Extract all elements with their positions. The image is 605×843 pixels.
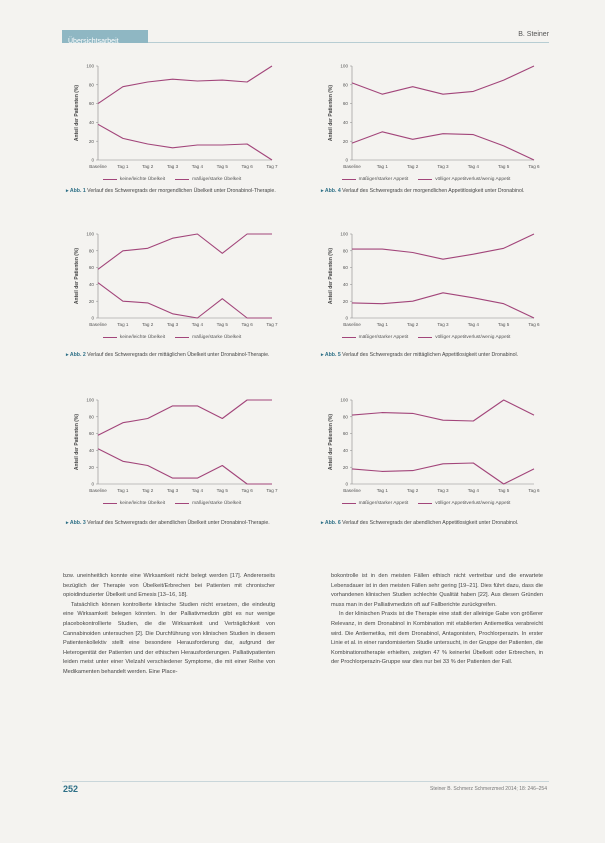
legend-item [103, 335, 165, 340]
y-tick-label: 100 [86, 231, 94, 237]
legend-item [418, 501, 510, 506]
legend-label: mäßiger/starker Appetit [358, 177, 409, 182]
y-tick-label: 40 [88, 120, 94, 125]
caption-text: Verlauf des Schweregrads der abendlichen Übelkeit unter Dronabinol-Therapie. [87, 520, 270, 526]
legend-label: völliger Appetitverlust/wenig Appetit [435, 177, 511, 182]
y-tick-label: 0 [91, 157, 94, 163]
x-tick-label: Tag 6 [528, 164, 540, 169]
legend-swatch [342, 179, 356, 181]
series-line [98, 283, 272, 318]
y-tick-label: 40 [342, 448, 348, 453]
x-tick-label: Tag 1 [117, 488, 129, 493]
y-tick-label: 0 [91, 315, 94, 321]
x-tick-label: Tag 3 [437, 164, 449, 169]
x-tick-label: Tag 6 [241, 488, 253, 493]
legend-item [418, 177, 510, 182]
y-tick-label: 80 [342, 248, 348, 254]
y-tick-label: 100 [340, 231, 348, 237]
y-tick-label: 80 [88, 82, 94, 88]
x-tick-label: Tag 4 [467, 488, 479, 493]
chart-abb4 [316, 58, 544, 176]
journal-reference: Steiner B. Schmerz Schmerzmed 2014; 18: 246–254 [429, 786, 547, 792]
y-tick-label: 0 [345, 157, 348, 163]
x-tick-label: Tag 6 [241, 322, 253, 327]
caption-abb4 [321, 187, 531, 195]
caption-text: Verlauf des Schweregrads der morgendlichen Appetitlosigkeit unter Dronabinol. [342, 188, 525, 194]
figure-abb6 [316, 392, 540, 506]
y-tick-label: 0 [91, 481, 94, 487]
y-tick-label: 20 [342, 298, 348, 304]
legend-label: mäßige/starke Übelkeit [192, 501, 242, 506]
legend-swatch [418, 503, 432, 505]
y-tick-label: 60 [88, 101, 94, 107]
page-number: 252 [63, 784, 79, 794]
legend-swatch [175, 337, 189, 339]
x-tick-label: Tag 4 [191, 164, 204, 169]
chart-abb6 [316, 392, 544, 500]
legend-label: mäßige/starke Übelkeit [192, 335, 242, 340]
x-tick-label: Tag 7 [266, 164, 278, 169]
x-tick-label: Tag 5 [498, 488, 510, 493]
caption-text: Verlauf des Schweregrads der morgendlichen Übelkeit unter Dronabinol-Therapie. [87, 188, 276, 194]
x-tick-label: Tag 1 [117, 322, 129, 327]
legend-item [175, 177, 241, 182]
x-tick-label: Tag 1 [376, 164, 388, 169]
figure-abb3 [62, 392, 282, 506]
x-tick-label: Baseline [343, 488, 361, 493]
paragraph: bzw. uneinheitlich konnte eine Wirksamkeit nicht belegt werden [17]. Andererseits bezüglich der Therapie von Übelkeit/Erbrechen bei Patienten mit chronischer opioidinduzierter Übelkeit und Emesis [13–16, 18]. [63, 573, 275, 599]
y-tick-label: 40 [88, 282, 94, 287]
legend-abb4 [316, 177, 536, 182]
legend-item [175, 501, 241, 506]
body-column-right [331, 572, 543, 668]
y-tick-label: 80 [342, 82, 348, 88]
y-tick-label: 40 [88, 448, 94, 453]
paragraph: Tatsächlich können kontrollierte klinische Studien nicht ersetzen, die eindeutig eine Wirksamkeit belegen könnten. In der Palliativmedizin gibt es nur wenige placebokontrollierte Studien, die die Wirksamkeit und Verträglichkeit von Cannabinoiden untersuchen [2]. Die Durchführung von klinischen Studien in diesem Patientenkollektiv stellt eine besondere Herausforderung dar, aufgrund der Heterogenität der Patienten und der ethischen Herausforderungen. Palliativpatienten leiden meist unter einer Vielzahl verschiedener Symptome, die mit einer Reihe von Medikamenten behandelt werden. Eine Place- [63, 601, 275, 675]
x-tick-label: Tag 5 [216, 322, 228, 327]
x-tick-label: Tag 5 [216, 164, 228, 169]
caption-label: ▸ Abb. 2 [66, 352, 86, 358]
paragraph: In der klinischen Praxis ist die Therapie eine statt der alleinige Gabe von größerer Relevanz, in dem Dronabinol in Kombination mit etablierten Antiemetika verabreicht wird. Die Antiemetika, mit dem Dronabinol, Antagonisten, Prochlorperazin. In erster Linie et al. in einer randomisierten Studie untersucht, in der Gruppe der Patienten, die Kombinationstherapie erhielten, zeigten 47 % keinerlei Übelkeit oder Erbrechen, in der Prochlorperazin-Gruppe war dies nur bei 33 % der Patienten der Fall. [331, 611, 543, 666]
legend-label: keine/leichte Übelkeit [119, 177, 166, 182]
y-tick-label: 100 [340, 397, 348, 403]
series-line [352, 293, 534, 318]
x-tick-label: Tag 3 [166, 322, 179, 327]
legend-swatch [342, 337, 356, 339]
x-tick-label: Baseline [343, 322, 361, 327]
legend-label: mäßiger/starker Appetit [358, 335, 409, 340]
chart-abb5 [316, 226, 544, 334]
caption-label: ▸ Abb. 3 [66, 520, 86, 526]
y-tick-label: 60 [342, 431, 348, 437]
x-tick-label: Tag 5 [216, 488, 228, 493]
y-tick-label: 60 [342, 265, 348, 271]
y-tick-label: 0 [345, 481, 348, 487]
legend-swatch [103, 503, 117, 505]
figure-abb1 [62, 58, 282, 182]
y-axis-label: Anteil der Patienten (%) [74, 247, 80, 305]
x-tick-label: Tag 5 [498, 322, 510, 327]
y-tick-label: 20 [88, 298, 94, 304]
x-tick-label: Tag 2 [407, 488, 419, 493]
legend-abb3 [62, 501, 282, 506]
y-tick-label: 20 [88, 464, 94, 470]
x-tick-label: Tag 4 [191, 488, 204, 493]
caption-abb6 [321, 519, 531, 527]
x-tick-label: Tag 3 [166, 488, 179, 493]
x-tick-label: Baseline [89, 164, 107, 169]
x-tick-label: Tag 3 [437, 322, 449, 327]
author-running-head: B. Steiner [518, 31, 549, 38]
x-tick-label: Tag 4 [467, 164, 479, 169]
legend-swatch [175, 503, 189, 505]
y-axis-label: Anteil der Patienten (%) [74, 84, 80, 142]
x-tick-label: Tag 1 [117, 164, 129, 169]
caption-label: ▸ Abb. 6 [321, 520, 341, 526]
caption-label: ▸ Abb. 1 [66, 188, 86, 194]
y-tick-label: 60 [88, 265, 94, 271]
x-tick-label: Tag 3 [166, 164, 179, 169]
caption-abb1 [66, 187, 276, 195]
x-tick-label: Tag 4 [467, 322, 479, 327]
series-line [98, 400, 272, 435]
figure-abb2 [62, 226, 282, 340]
x-tick-label: Tag 6 [241, 164, 253, 169]
legend-label: völliger Appetitverlust/wenig Appetit [435, 335, 511, 340]
series-line [98, 124, 272, 160]
y-tick-label: 80 [88, 248, 94, 254]
legend-label: keine/leichte Übelkeit [119, 501, 166, 506]
y-tick-label: 80 [342, 414, 348, 420]
y-axis-label: Anteil der Patienten (%) [328, 413, 334, 471]
caption-text: Verlauf des Schweregrads der mittäglichen Übelkeit unter Dronabinol-Therapie. [87, 352, 270, 358]
legend-abb1 [62, 177, 282, 182]
series-line [352, 66, 534, 94]
y-tick-label: 0 [345, 315, 348, 321]
series-line [98, 449, 272, 484]
legend-item [342, 501, 409, 506]
legend-label: keine/leichte Übelkeit [119, 335, 166, 340]
legend-swatch [103, 337, 117, 339]
legend-item [342, 177, 409, 182]
section-label: Übersichtsarbeit [68, 38, 119, 45]
y-tick-label: 80 [88, 414, 94, 420]
legend-swatch [418, 179, 432, 181]
legend-item [103, 177, 165, 182]
legend-item [175, 335, 241, 340]
legend-swatch [342, 503, 356, 505]
x-tick-label: Baseline [89, 322, 107, 327]
chart-abb1 [62, 58, 282, 176]
y-tick-label: 100 [340, 63, 348, 69]
legend-swatch [418, 337, 432, 339]
y-axis-label: Anteil der Patienten (%) [328, 84, 334, 142]
series-line [352, 132, 534, 160]
caption-text: Verlauf des Schweregrads der mittäglichen Appetitlosigkeit unter Dronabinol. [342, 352, 519, 358]
y-tick-label: 100 [86, 397, 94, 403]
x-tick-label: Tag 6 [528, 322, 540, 327]
caption-abb5 [321, 351, 531, 359]
paragraph: bokontrolle ist in den meisten Fällen ethisch nicht vertretbar und die erwartete Lebensdauer ist in den meisten Fällen sehr gering [19–21]. Dies führt dazu, dass die vorhandenen klinischen Studien schlechte Qualität haben [22]. Aus diesen Gründen muss man in der Palliativmedizin oft auf Fallberichte zurückgreifen. [331, 573, 543, 608]
caption-text: Verlauf des Schweregrads der abendlichen Appetitlosigkeit unter Dronabinol. [342, 520, 519, 526]
x-tick-label: Tag 2 [407, 164, 419, 169]
chart-abb3 [62, 392, 282, 500]
y-tick-label: 40 [342, 282, 348, 287]
x-tick-label: Baseline [343, 164, 361, 169]
figure-abb4 [316, 58, 540, 182]
x-tick-label: Tag 4 [191, 322, 204, 327]
legend-item [418, 335, 510, 340]
legend-abb6 [316, 501, 536, 506]
y-tick-label: 100 [86, 63, 94, 69]
x-tick-label: Tag 1 [376, 322, 388, 327]
header-rule [148, 42, 549, 43]
x-tick-label: Tag 2 [142, 164, 154, 169]
y-tick-label: 20 [342, 138, 348, 144]
y-tick-label: 20 [342, 464, 348, 470]
figure-abb5 [316, 226, 540, 340]
legend-abb5 [316, 335, 536, 340]
legend-swatch [103, 179, 117, 181]
series-line [352, 234, 534, 259]
series-line [352, 463, 534, 484]
x-tick-label: Tag 5 [498, 164, 510, 169]
legend-label: mäßiger/starker Appetit [358, 501, 409, 506]
y-axis-label: Anteil der Patienten (%) [328, 247, 334, 305]
footer-rule [62, 781, 549, 782]
legend-abb2 [62, 335, 282, 340]
x-tick-label: Tag 6 [528, 488, 540, 493]
section-tab [62, 30, 148, 43]
caption-label: ▸ Abb. 5 [321, 352, 341, 358]
x-tick-label: Tag 2 [142, 488, 154, 493]
x-tick-label: Baseline [89, 488, 107, 493]
x-tick-label: Tag 7 [266, 322, 278, 327]
series-line [98, 234, 272, 269]
legend-item [342, 335, 409, 340]
legend-label: mäßige/starke Übelkeit [192, 177, 242, 182]
x-tick-label: Tag 3 [437, 488, 449, 493]
caption-label: ▸ Abb. 4 [321, 188, 341, 194]
y-tick-label: 20 [88, 138, 94, 144]
caption-abb3 [66, 519, 276, 527]
legend-label: völliger Appetitverlust/wenig Appetit [435, 501, 511, 506]
y-tick-label: 60 [342, 101, 348, 107]
legend-item [103, 501, 165, 506]
x-tick-label: Tag 2 [407, 322, 419, 327]
y-tick-label: 40 [342, 120, 348, 125]
x-tick-label: Tag 7 [266, 488, 278, 493]
series-line [98, 66, 272, 104]
x-tick-label: Tag 2 [142, 322, 154, 327]
caption-abb2 [66, 351, 276, 359]
legend-swatch [175, 179, 189, 181]
y-tick-label: 60 [88, 431, 94, 437]
y-axis-label: Anteil der Patienten (%) [74, 413, 80, 471]
x-tick-label: Tag 1 [376, 488, 388, 493]
body-column-left [63, 572, 275, 678]
series-line [352, 400, 534, 421]
chart-abb2 [62, 226, 282, 334]
